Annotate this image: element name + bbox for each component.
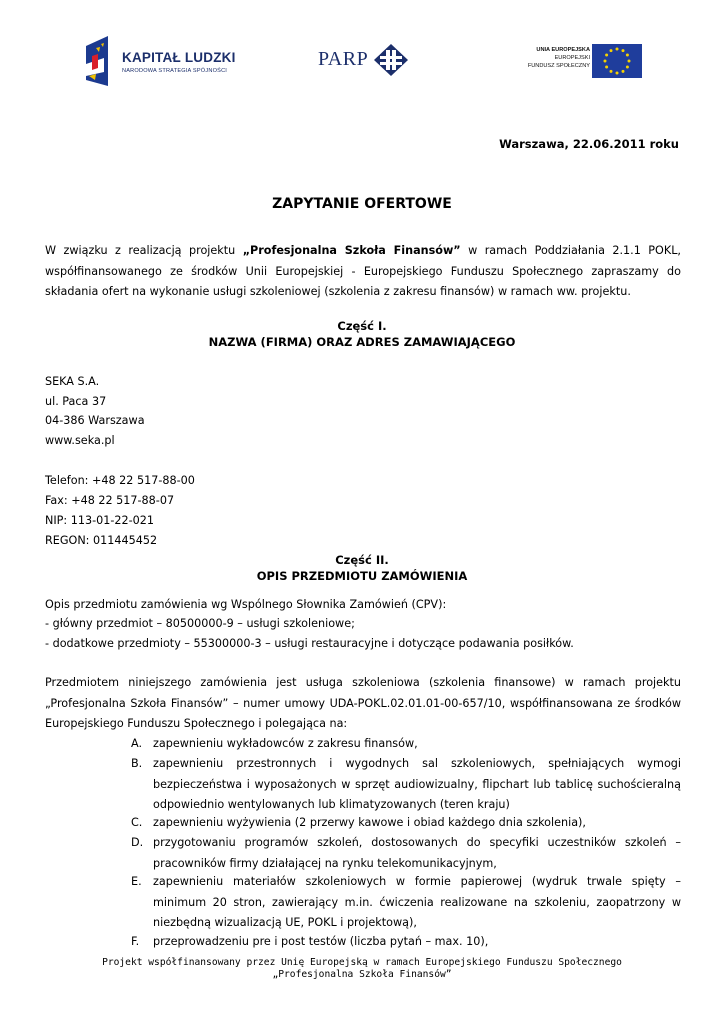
list-letter: B. [131, 757, 143, 770]
subject-paragraph: Przedmiotem niniejszego zamówienia jest usługa szkoleniowa (szkolenia finansowe) w ramach projektu „Profesjonalna Szkoła Finansów” – numer umowy UDA-POKL.02.01.01-00-657/10, współfinansowana ze środków Europejskiego Funduszu Społecznego i polegająca na: [45, 676, 681, 730]
list-letter: C. [131, 816, 143, 829]
section-2-part: Część II. [335, 553, 389, 567]
list-item [131, 813, 681, 834]
contact-regon: REGON: 011445452 [45, 534, 158, 547]
kapital-ludzki-title: KAPITAŁ LUDZKI [122, 50, 236, 65]
contact-website: www.seka.pl [45, 434, 115, 447]
list-text: zapewnieniu wyżywienia (2 przerwy kawowe i obiad każdego dnia szkolenia), [153, 816, 586, 829]
section-2-heading [0, 552, 724, 584]
list-item [131, 754, 681, 816]
kapital-ludzki-logo [82, 34, 242, 88]
cpv-main: - główny przedmiot – 80500000-9 – usługi szkoleniowe; [45, 617, 355, 630]
eu-logo [514, 42, 642, 82]
eu-line-1: UNIA EUROPEJSKA [536, 47, 590, 53]
section-1-title: NAZWA (FIRMA) ORAZ ADRES ZAMAWIAJĄCEGO [208, 335, 516, 349]
list-letter: F. [131, 935, 140, 948]
list-text: przeprowadzeniu pre i post testów (liczba pytań – max. 10), [153, 935, 489, 948]
document-title: ZAPYTANIE OFERTOWE [272, 196, 452, 212]
list-text: przygotowaniu programów szkoleń, dostosowanych do specyfiki uczestników szkoleń – pracowników firmy działającej na rynku telekomunikacyjnym, [153, 836, 681, 870]
list-text: zapewnieniu materiałów szkoleniowych w formie papierowej (wydruk trwale spięty – minimum 20 stron, zawierający m.in. ćwiczenia realizowane na szkoleniu, zaopatrzony w niezbędną wizualizacją UE, POKL i projektową), [153, 875, 681, 929]
contact-street: ul. Paca 37 [45, 395, 107, 408]
footer-line-2: „Profesjonalna Szkoła Finansów” [272, 969, 452, 980]
list-text: zapewnieniu przestronnych i wygodnych sal szkoleniowych, spełniających wymogi bezpieczeństwa i wyposażonych w sprzęt audiowizualny, flipchart lub tablicę suchościeralną odpowiednio wentylowanych lub klimatyzowanych (teren kraju) [153, 757, 681, 811]
parp-logo [318, 42, 410, 78]
eu-logo-text [528, 46, 590, 70]
contact-phone: Telefon: +48 22 517-88-00 [45, 474, 195, 487]
eu-line-2: EUROPEJSKI [554, 55, 590, 61]
list-letter: E. [131, 875, 142, 888]
document-date: Warszawa, 22.06.2011 roku [499, 137, 679, 151]
eu-flag-icon [592, 44, 642, 78]
contact-company: SEKA S.A. [45, 375, 100, 388]
section-2-title: OPIS PRZEDMIOTU ZAMÓWIENIA [256, 569, 468, 583]
header-logos [0, 30, 724, 90]
parp-title: PARP [318, 48, 369, 70]
eu-line-3: FUNDUSZ SPOŁECZNY [527, 63, 590, 69]
kapital-ludzki-subtitle: NARODOWA STRATEGIA SPÓJNOŚCI [122, 68, 228, 74]
page-footer [0, 957, 724, 981]
section-1-heading [0, 318, 724, 350]
list-item [131, 932, 681, 953]
list-letter: A. [131, 737, 143, 750]
footer-line-1: Projekt współfinansowany przez Unię Europejską w ramach Europejskiego Funduszu Społecznego [102, 957, 622, 968]
list-item [131, 833, 681, 874]
contact-city: 04-386 Warszawa [45, 414, 145, 427]
contact-nip: NIP: 113-01-22-021 [45, 514, 155, 527]
parp-emblem-icon [374, 44, 408, 76]
list-item [131, 734, 681, 755]
cpv-intro: Opis przedmiotu zamówienia wg Wspólnego Słownika Zamówień (CPV): [45, 598, 447, 611]
intro-project-name: „Profesjonalna Szkoła Finansów” [242, 244, 461, 257]
list-item [131, 872, 681, 934]
intro-before: W związku z realizacją projektu [45, 244, 243, 257]
list-letter: D. [131, 836, 144, 849]
intro-after: w ramach Poddziałania 2.1.1 POKL, współfinansowanego ze środków Unii Europejskiej - Europejskiego Funduszu Społecznego zapraszamy do składania ofert na wykonanie usługi szkoleniowej (szkolenia z zakresu finansów) w ramach ww. projektu. [45, 244, 681, 298]
cpv-extra: - dodatkowe przedmioty – 55300000-3 – usługi restauracyjne i dotyczące podawania posiłków. [45, 637, 574, 650]
kapital-ludzki-emblem-icon [82, 34, 116, 88]
contact-fax: Fax: +48 22 517-88-07 [45, 494, 175, 507]
intro-paragraph [45, 241, 681, 303]
list-text: zapewnieniu wykładowców z zakresu finansów, [153, 737, 418, 750]
section-1-part: Część I. [337, 319, 387, 333]
